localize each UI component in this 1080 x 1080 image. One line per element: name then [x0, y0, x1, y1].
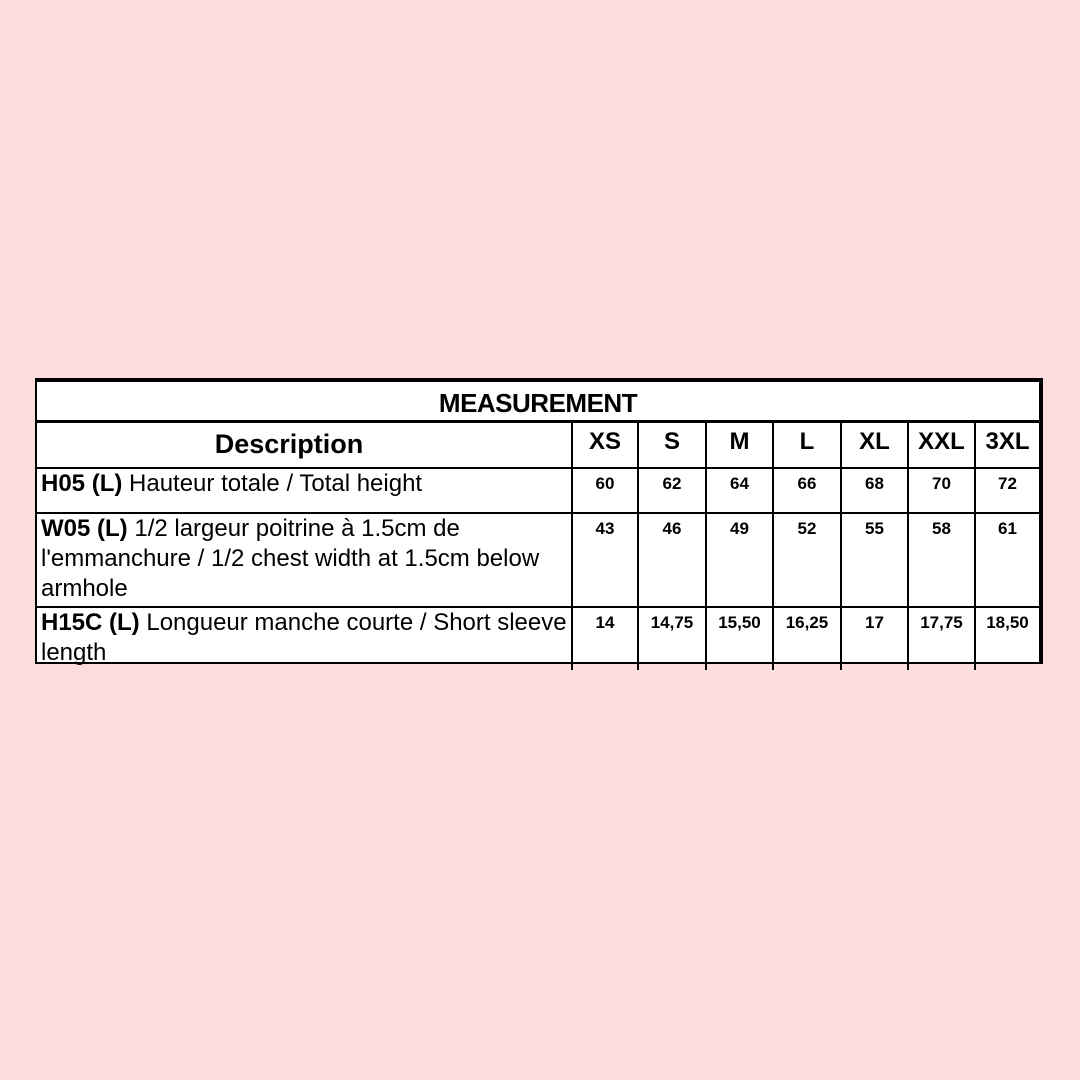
cell-value: 62 — [638, 468, 706, 513]
row-text: Longueur manche courte / Short sleeve length — [41, 609, 567, 666]
cell-value: 68 — [841, 468, 908, 513]
row-code: H15C (L) — [41, 609, 140, 636]
header-row — [37, 423, 1039, 468]
description-header: Description — [214, 429, 364, 459]
cell-value: 14 — [572, 607, 638, 670]
size-header: M — [706, 423, 773, 468]
row-text: Hauteur totale / Total height — [122, 470, 423, 497]
cell-value: 16,25 — [773, 607, 841, 670]
cell-value: 60 — [572, 468, 638, 513]
size-header: XXL — [908, 423, 975, 468]
size-header: S — [638, 423, 706, 468]
cell-value: 15,50 — [706, 607, 773, 670]
row-description — [37, 513, 572, 607]
cell-value: 18,50 — [975, 607, 1039, 670]
cell-value: 17 — [841, 607, 908, 670]
cell-value: 49 — [706, 513, 773, 607]
size-header: L — [773, 423, 841, 468]
size-header: XS — [572, 423, 638, 468]
cell-value: 46 — [638, 513, 706, 607]
cell-value: 55 — [841, 513, 908, 607]
cell-value: 66 — [773, 468, 841, 513]
cell-value: 70 — [908, 468, 975, 513]
cell-value: 64 — [706, 468, 773, 513]
cell-value: 72 — [975, 468, 1039, 513]
cell-value: 14,75 — [638, 607, 706, 670]
row-code: H05 (L) — [41, 470, 123, 497]
row-code: W05 (L) — [41, 515, 128, 542]
table-row — [37, 468, 1039, 513]
cell-value: 58 — [908, 513, 975, 607]
cell-value: 17,75 — [908, 607, 975, 670]
row-text: 1/2 largeur poitrine à 1.5cm de l'emmanchure / 1/2 chest width at 1.5cm below armhole — [41, 515, 540, 602]
cell-value: 52 — [773, 513, 841, 607]
size-header: 3XL — [975, 423, 1039, 468]
row-description — [37, 468, 572, 513]
table-title: MEASUREMENT — [37, 382, 1039, 423]
size-header: XL — [841, 423, 908, 468]
cell-value: 61 — [975, 513, 1039, 607]
row-description — [37, 607, 572, 670]
measurement-table — [35, 378, 1043, 664]
table-row — [37, 607, 1039, 670]
table-row — [37, 513, 1039, 607]
size-grid — [37, 423, 1039, 670]
cell-value: 43 — [572, 513, 638, 607]
